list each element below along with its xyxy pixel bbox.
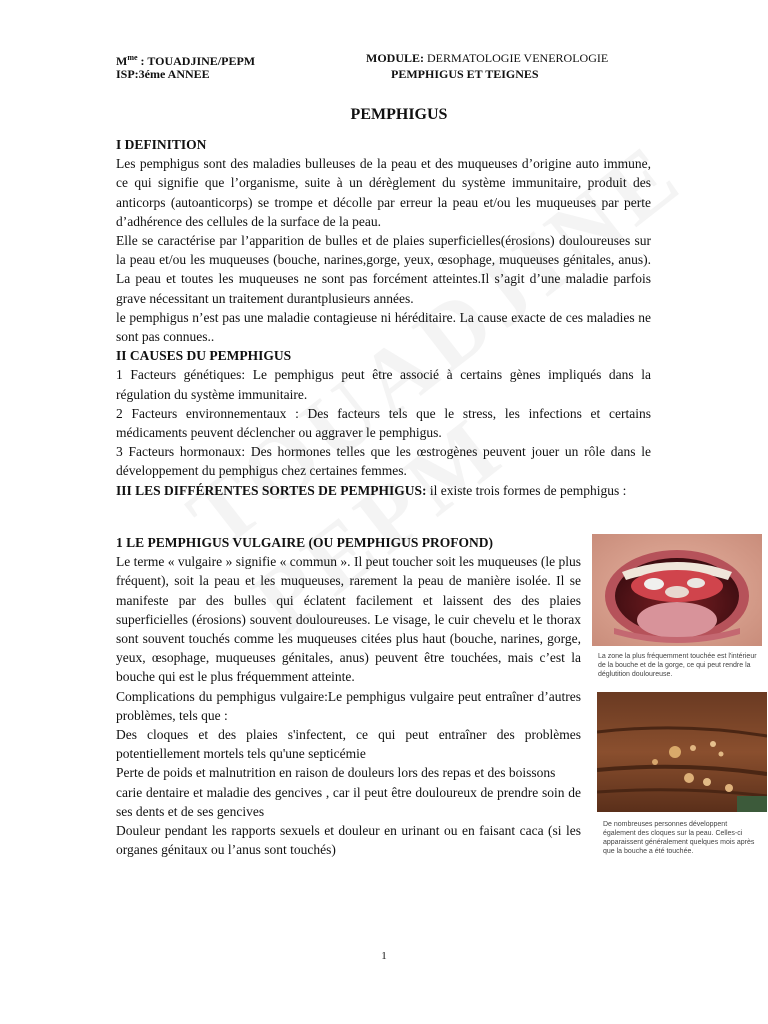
header-teacher: $M^{me}$ : TOUADJINE/PEPM bbox=[116, 53, 256, 68]
section-intro: il existe trois formes de pemphigus : bbox=[426, 482, 627, 498]
header-module: MODULE: DERMATOLOGIE VENEROLOGIE bbox=[366, 51, 609, 65]
paragraph: le pemphigus n’est pas une maladie contagieuse ni héréditaire. La cause exacte de ces maladies ne sont pas connues.. bbox=[116, 309, 651, 345]
paragraph: 3 Facteurs hormonaux: Des hormones telles que les œstrogènes peuvent jouer un rôle dans le développement du pemphigus chez certaines femmes. bbox=[116, 444, 651, 479]
figure-caption: De nombreuses personnes développent également des cloques sur la peau. Celles-ci apparaissent généralement quelques mois après que la bouche a été touchée. bbox=[603, 821, 755, 855]
paragraph: Elle se caractérise par l’apparition de bulles et de plaies superficielles(érosions) douloureuses sur la peau et/ou les muqueuses (bouche, narines,gorge, yeux, œsophage, muqueuses génitales, anus). La peau et toutes les muqueuses ne sont pas forcément atteintes.Il s’agit d’une maladie parfois grave nécessitant un traitement durantplusieurs années. bbox=[116, 233, 651, 306]
figure-caption: La zone la plus fréquemment touchée est l'intérieur de la bouche et de la gorge, ce qui peut rendre la déglutition douloureuse. bbox=[598, 653, 757, 678]
mouth-lesion-photo bbox=[592, 534, 762, 646]
paragraph: Douleur pendant les rapports sexuels et douleur en urinant ou en faisant caca (si les organes génitaux ou l’anus sont touchés) bbox=[116, 823, 581, 858]
paragraph: Des cloques et des plaies s'infectent, ce qui peut entraîner des problèmes potentiellement mortels tels qu'une septicémie bbox=[116, 727, 581, 762]
paragraph: Complications du pemphigus vulgaire:Le pemphigus vulgaire peut entraîner d’autres problèmes, tels que : bbox=[116, 688, 581, 723]
paragraph: 2 Facteurs environnementaux : Des facteurs tels que le stress, les infections et certains médicaments peuvent déclencher ou aggraver le pemphigus. bbox=[116, 405, 651, 441]
paragraph: 1 Facteurs génétiques: Le pemphigus peut être associé à certains gènes impliqués dans la régulation du système immunitaire. bbox=[116, 367, 651, 402]
document-body bbox=[116, 135, 651, 500]
paragraph: Les pemphigus sont des maladies bulleuses de la peau et des muqueuses d’origine auto immune, ce qui signifie que l’organisme, suite à un dérèglement du système immunitaire, produit des anticorps (autoanticorps) se trompe et décolle par erreur la peau et/ou les muqueuses par perte d’adhérence des cellules de la surface de la peau. bbox=[116, 156, 651, 229]
paragraph bbox=[116, 481, 651, 500]
document-body-narrow bbox=[116, 533, 581, 859]
section-heading: II CAUSES DU PEMPHIGUS bbox=[116, 348, 292, 364]
skin-blister-photo bbox=[597, 692, 767, 812]
header-subtitle: PEMPHIGUS ET TEIGNES bbox=[391, 67, 539, 81]
section-heading: III LES DIFFÉRENTES SORTES DE PEMPHIGUS: bbox=[116, 482, 427, 498]
page-title: PEMPHIGUS bbox=[350, 106, 448, 123]
page-number: 1 bbox=[381, 950, 387, 962]
paragraph: Perte de poids et malnutrition en raison de douleurs lors des repas et des boissons bbox=[116, 765, 556, 781]
header-school: ISP:3éme ANNEE bbox=[116, 67, 210, 81]
paragraph: Le terme « vulgaire » signifie « commun ». Il peut toucher soit les muqueuses (le plus fréquent), soit la peau et les muqueuses, rarement la peau de manière isolée. Il se manifeste par des bulles qui éclatent facilement et laissent des des plaies superficielles (érosions) souvent douloureuses. Le visage, le cuir chevelu et le thorax sont souvent touchés comme les muqueuses citées plus haut (bouche, narines, gorge, yeux, œsophage, muqueuses génitales, anus) peuvent être touchées, mais c’est la bouche qui est le plus fréquemment atteinte. bbox=[116, 554, 581, 685]
subsection-heading: 1 LE PEMPHIGUS VULGAIRE (OU PEMPHIGUS PROFOND) bbox=[116, 535, 494, 550]
paragraph: carie dentaire et maladie des gencives , car il peut être douloureux de prendre soin de ses dents et de ses gencives bbox=[116, 784, 581, 819]
section-heading: I DEFINITION bbox=[116, 137, 207, 152]
